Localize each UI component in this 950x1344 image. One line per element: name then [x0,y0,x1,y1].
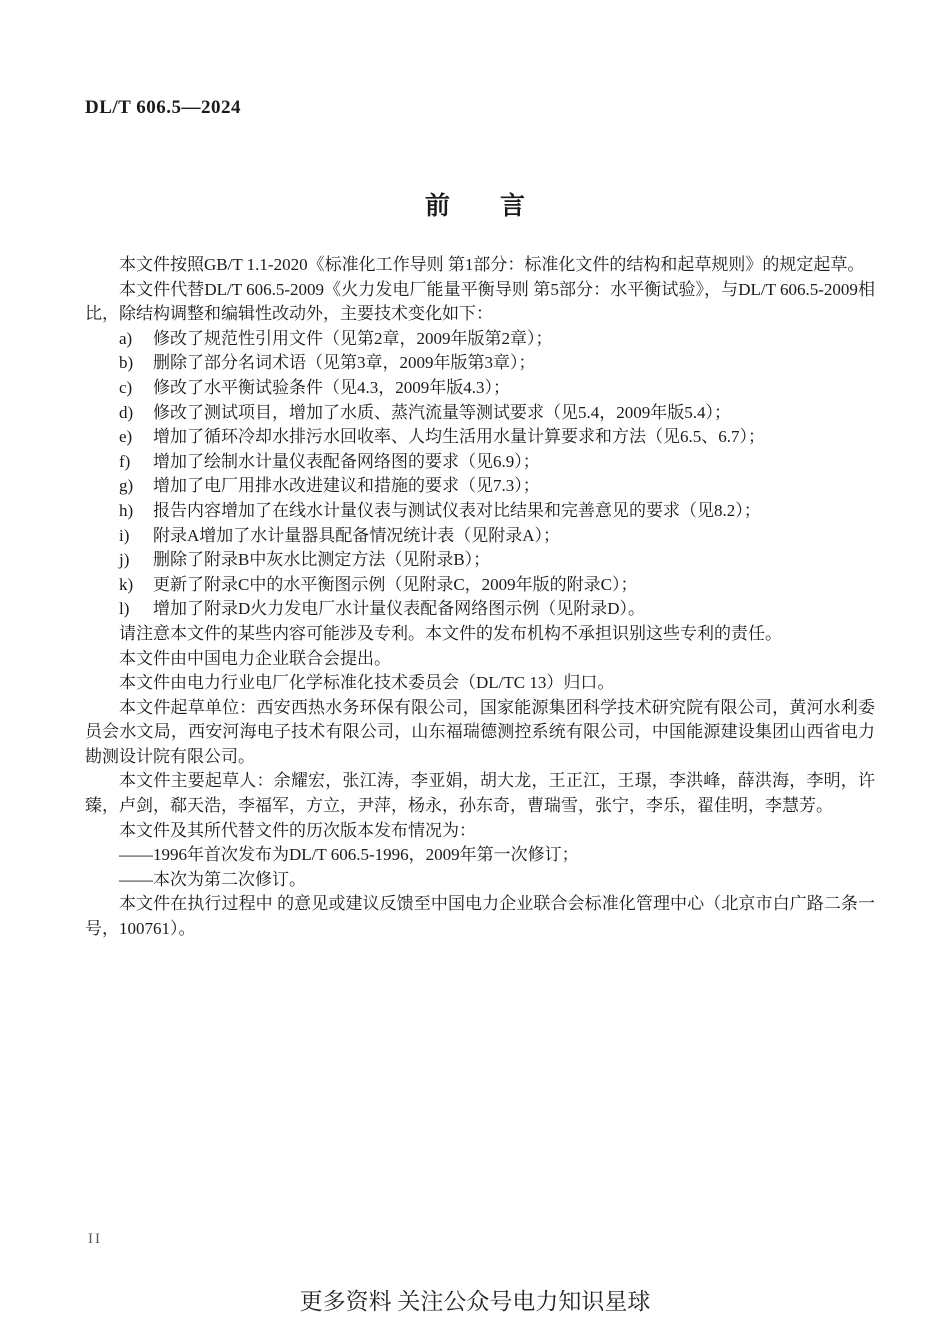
change-label: a) [119,328,133,348]
change-item [85,524,875,549]
drafters-paragraph: 本文件主要起草人：余耀宏，张江涛，李亚娟，胡大龙，王正江，王璟，李洪峰，薛洪海，李明，许臻，卢剑，郗天浩，李福军，方立，尹萍，杨永，孙东奇，曹瑞雪，张宁，李乐，翟佳明，李慧芳。 [85,771,875,816]
change-text: 修改了规范性引用文件（见第2章，2009年版第2章）； [152,328,553,348]
change-label: f) [119,451,131,471]
change-item [85,548,875,573]
intro-paragraph: 本文件按照GB/T 1.1-2020《标准化工作导则 第1部分：标准化文件的结构和起草规则》的规定起草。 [119,255,865,274]
history-item: ——本次为第二次修订。 [119,869,306,889]
foreword-section [85,253,875,942]
doc-code: DL/T 606.5—2024 [85,97,242,118]
change-text: 报告内容增加了在线水计量仪表与测试仪表对比结果和完善意见的要求（见8.2）； [152,500,761,520]
change-label: i) [119,525,130,545]
history-intro-paragraph: 本文件及其所代替文件的历次版本发布情况为： [119,820,476,840]
change-item [85,401,875,426]
change-item [85,573,875,598]
committee-paragraph: 本文件由电力行业电厂化学标准化技术委员会（DL/TC 13）归口。 [119,673,615,693]
drafting-units-paragraph: 本文件起草单位：西安西热水务环保有限公司，国家能源集团科学技术研究院有限公司，黄河水利委员会水文局，西安河海电子技术有限公司，山东福瑞德测控系统有限公司，中国能源建设集团山西省电力勘测设计院有限公司。 [85,697,875,766]
change-text: 删除了附录B中灰水比测定方法（见附录B）； [152,550,491,570]
change-label: e) [119,427,133,447]
change-label: c) [119,377,133,397]
change-item [85,376,875,401]
change-label: d) [119,402,134,422]
change-text: 增加了绘制水计量仪表配备网络图的要求（见6.9）； [152,451,540,471]
page-title: 前 言 [424,193,525,220]
change-text: 修改了水平衡试验条件（见4.3，2009年版4.3）； [152,377,510,397]
change-item [85,597,875,622]
footer-note: 更多资料 关注公众号电力知识星球 [299,1289,651,1314]
change-item [85,450,875,475]
change-label: l) [119,599,130,619]
change-text: 增加了附录D火力发电厂水计量仪表配备网络图示例（见附录D）。 [152,599,646,619]
proposer-paragraph: 本文件由中国电力企业联合会提出。 [119,648,391,668]
change-item [85,499,875,524]
change-item [85,351,875,376]
change-text: 删除了部分名词术语（见第3章，2009年版第3章）； [152,353,536,373]
change-label: k) [119,574,134,594]
change-label: j) [119,550,130,570]
change-item [85,327,875,352]
change-text: 增加了循环冷却水排污水回收率、人均生活用水量计算要求和方法（见6.5、6.7）； [152,427,765,447]
intro-paragraph: 本文件代替DL/T 606.5-2009《火力发电厂能量平衡导则 第5部分：水平衡试验》，与DL/T 606.5-2009相比，除结构调整和编辑性改动外，主要技术变化如下： [85,279,875,324]
page-number: II [88,1231,102,1247]
feedback-paragraph: 本文件在执行过程中 的意见或建议反馈至中国电力企业联合会标准化管理中心（北京市白广路二条一号，100761）。 [85,894,875,939]
change-label: b) [119,353,134,373]
change-label: h) [119,500,134,520]
change-item [85,425,875,450]
change-item [85,474,875,499]
change-text: 增加了电厂用排水改进建议和措施的要求（见7.3）； [152,476,540,496]
change-text: 修改了测试项目，增加了水质、蒸汽流量等测试要求（见5.4，2009年版5.4）； [152,402,731,422]
patent-notice: 请注意本文件的某些内容可能涉及专利。本文件的发布机构不承担识别这些专利的责任。 [119,623,782,643]
change-text: 附录A增加了水计量器具配备情况统计表（见附录A）； [152,525,561,545]
change-label: g) [119,476,134,496]
history-item: ——1996年首次发布为DL/T 606.5-1996，2009年第一次修订； [119,845,579,865]
change-text: 更新了附录C中的水平衡图示例（见附录C，2009年版的附录C）； [152,574,638,594]
